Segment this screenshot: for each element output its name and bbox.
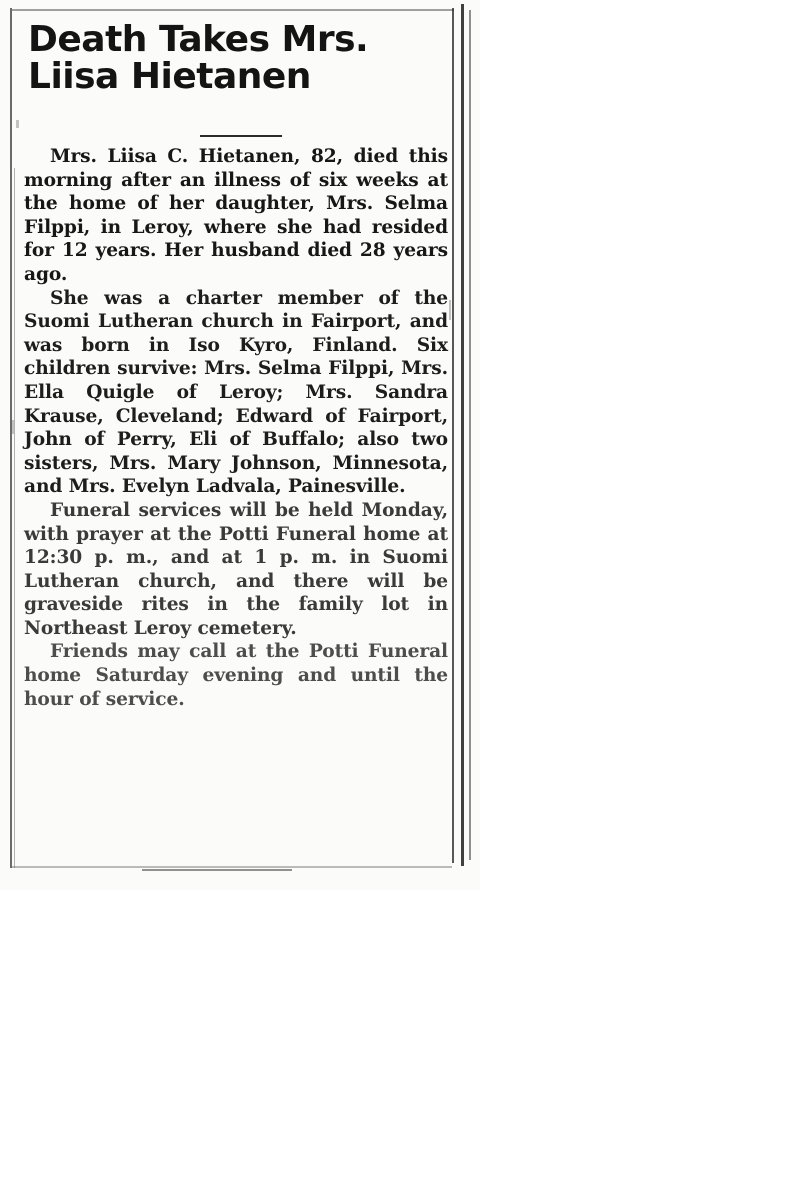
paper-speck	[12, 420, 14, 434]
newspaper-clipping	[0, 0, 480, 890]
article-paragraph: Mrs. Liisa C. Hietanen, 82, died this morning after an illness of six weeks at the home of her daughter, Mrs. Selma Filppi, in Leroy, where she had resided for 12 years. Her husband died 28 years ago.	[24, 146, 448, 285]
clipping-right-edge-b	[461, 4, 464, 866]
page-title	[28, 19, 443, 97]
clipping-left-edge-secondary	[14, 168, 15, 868]
article-paragraph: Funeral services will be held Monday, with prayer at the Potti Funeral home at 12:30 p. m., and at 1 p. m. in Suomi Lutheran church, and there will be graveside rites in the family lot in Northeast Leroy cemetery.	[24, 499, 448, 639]
paper-speck	[16, 120, 19, 128]
article-end-divider	[142, 869, 292, 871]
article-paragraph: Friends may call at the Potti Funeral home Saturday evening and until the hour of service.	[24, 641, 448, 710]
clipping-top-edge	[12, 9, 454, 11]
headline-line-1: Death Takes Mrs.	[28, 19, 369, 60]
headline-line-2: Liisa Hietanen	[28, 55, 311, 97]
clipping-right-edge-a	[452, 8, 454, 863]
article-body	[24, 145, 448, 711]
paper-speck	[449, 300, 451, 320]
clipping-left-edge	[10, 8, 12, 868]
clipping-right-edge-c	[469, 10, 471, 860]
clipping-bottom-edge	[12, 866, 452, 868]
article-paragraph: She was a charter member of the Suomi Lutheran church in Fairport, and was born in Iso Kyro, Finland. Six children survive: Mrs. Selma Filppi, Mrs. Ella Quigle of Leroy; Mrs. Sandra Krause, Cleveland; Edward of Fairport, John of Perry, Eli of Buffalo; also two sisters, Mrs. Mary Johnson, Minnesota, and Mrs. Evelyn Ladvala, Painesville.	[24, 287, 448, 498]
headline-divider	[200, 135, 282, 137]
